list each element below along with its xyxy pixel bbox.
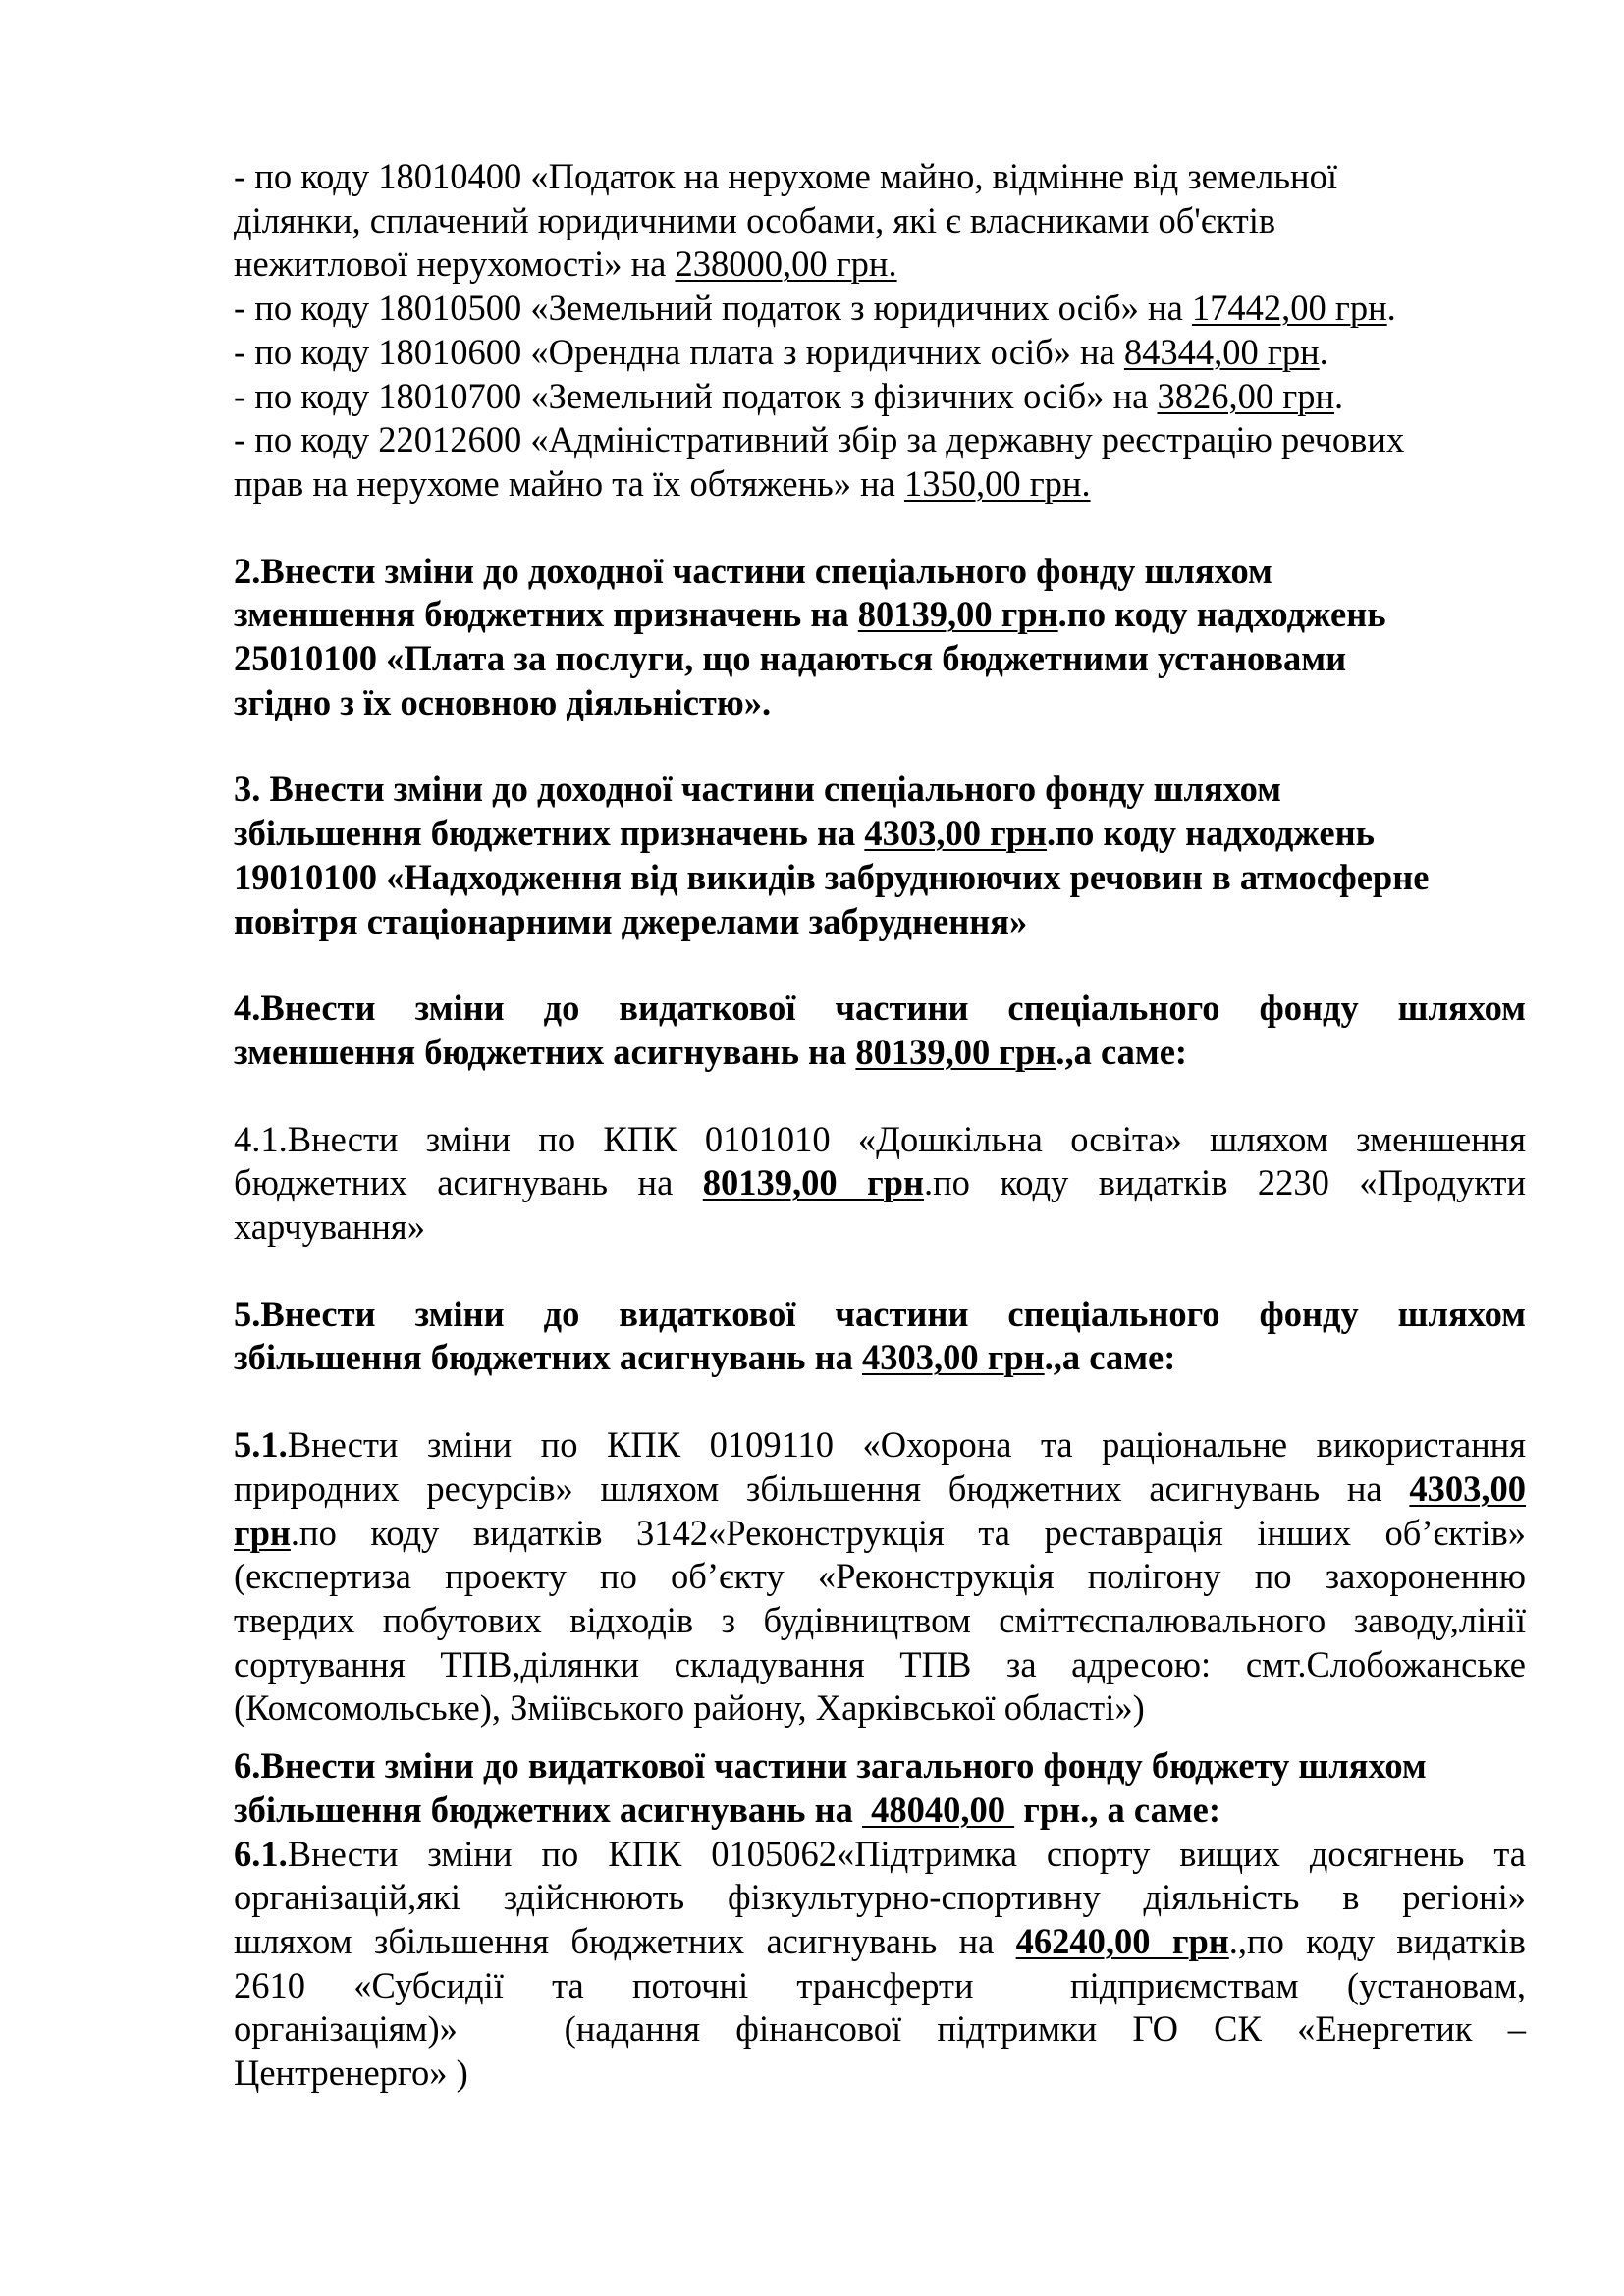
item-tail: .	[1386, 288, 1396, 329]
item-tail: .	[1334, 375, 1344, 416]
list-item	[234, 375, 1526, 419]
list-item	[234, 287, 1526, 331]
amount: 1350,00 грн.	[903, 462, 1091, 504]
text: грн., а саме:	[1014, 1789, 1221, 1830]
paragraph-line: 4.1.Внести зміни по КПК 0101010 «Дошкільна освіта» шляхом зменшення	[234, 1118, 1526, 1159]
paragraph-line: 6.Внести зміни до видаткової частини загального фонду бюджету шляхом	[234, 1745, 1427, 1787]
item-text: - по коду 18010500 «Земельний податок з юридичних осіб» на	[234, 288, 1192, 329]
text: збільшення бюджетних призначень на	[234, 813, 865, 854]
text: природних ресурсів» шляхом збільшення бюджетних асигнувань на	[234, 1468, 1410, 1509]
amount-unit: грн	[234, 1512, 291, 1553]
list-item	[234, 331, 1526, 375]
paragraph-line	[234, 1512, 1526, 1556]
text: .,а саме:	[1044, 1337, 1176, 1378]
section-5	[234, 1293, 1526, 1380]
list-item: - по коду 22012600 «Адміністративний збір за державну реєстрацію речових	[234, 419, 1405, 460]
section-6-1	[234, 1833, 1526, 2096]
intro-list	[234, 155, 1526, 507]
paragraph-line: 2.Внести зміни до доходної частини спеціального фонду шляхом	[234, 550, 1272, 591]
amount: 46240,00 грн	[1015, 1920, 1229, 1961]
list-item	[234, 242, 1526, 287]
text: .по коду видатків 2230 «Продукти	[924, 1162, 1526, 1203]
paragraph-line: 4.Внести зміни до видаткової частини спеціального фонду шляхом	[234, 988, 1526, 1029]
list-item: - по коду 18010400 «Податок на нерухоме майно, відмінне від земельної	[234, 156, 1337, 196]
list-item: ділянки, сплачений юридичними особами, які є власниками об'єктів	[234, 199, 1276, 240]
paragraph-line	[234, 1789, 1526, 1833]
paragraph-line: Центренерго» )	[234, 2053, 468, 2094]
paragraph-line: організаціям)» (надання фінансової підтримки ГО СК «Енергетик –	[234, 2008, 1526, 2050]
text: зменшення бюджетних призначень на	[234, 594, 858, 635]
section-label: 5.1.	[234, 1424, 288, 1466]
paragraph-line: (Комсомольське), Зміївського району, Харківської області»)	[234, 1687, 1145, 1729]
amount: 17442,00 грн	[1191, 288, 1387, 329]
text: бюджетних асигнувань на	[234, 1162, 703, 1203]
text: .,а саме:	[1056, 1031, 1188, 1072]
amount: 80139,00 грн	[702, 1162, 925, 1203]
text: Внести зміни по КПК 0109110 «Охорона та раціональне використання	[287, 1424, 1526, 1466]
paragraph-line	[234, 1423, 1526, 1468]
paragraph-line: сортування ТПВ,ділянки складування ТПВ за адресою: смт.Слобожанське	[234, 1643, 1526, 1684]
amount: 4303,00 грн	[862, 1337, 1045, 1378]
text: .,по коду видатків	[1228, 1920, 1526, 1961]
text: збільшення бюджетних асигнувань на	[234, 1789, 863, 1830]
paragraph-line	[234, 812, 1526, 856]
amount: 84344,00 грн	[1123, 331, 1320, 372]
section-4	[234, 987, 1526, 1074]
paragraph-line	[234, 1833, 1526, 1877]
item-text: - по коду 18010700 «Земельний податок з фізичних осіб» на	[234, 375, 1158, 416]
section-3	[234, 768, 1526, 943]
document-page	[234, 155, 1526, 2096]
section-5-1	[234, 1423, 1526, 1731]
amount: 80139,00 грн	[855, 1031, 1056, 1072]
list-item	[234, 462, 1526, 507]
text: збільшення бюджетних асигнувань на	[234, 1337, 863, 1378]
section-4-1	[234, 1118, 1526, 1250]
section-label: 6.1.	[234, 1833, 288, 1874]
paragraph-line	[234, 1031, 1526, 1075]
paragraph-line	[234, 1336, 1526, 1380]
amount: 4303,00	[1409, 1468, 1526, 1509]
paragraph-line: згідно з їх основною діяльністю».	[234, 681, 772, 722]
item-tail: .	[1319, 331, 1328, 372]
text: .по коду надходжень	[1047, 813, 1375, 854]
amount: 238000,00 грн.	[675, 243, 897, 285]
paragraph-line	[234, 1920, 1526, 1964]
paragraph-line: 3. Внести зміни до доходної частини спеціального фонду шляхом	[234, 769, 1282, 810]
amount: 4303,00 грн	[864, 813, 1048, 854]
amount: 80139,00 грн	[857, 594, 1058, 635]
section-6	[234, 1744, 1526, 1832]
paragraph-line: твердих побутових відходів з будівництвом сміттєспалювального заводу,лінії	[234, 1599, 1526, 1640]
paragraph-line	[234, 593, 1526, 637]
paragraph-line: харчування»	[234, 1206, 425, 1248]
paragraph-line: 19010100 «Надходження від викидів забруднюючих речовин в атмосферне	[234, 856, 1430, 897]
paragraph-line	[234, 1468, 1526, 1512]
text: .по коду надходжень	[1057, 594, 1386, 635]
paragraph-line: (експертиза проекту по об’єкту «Реконструкція полігону по захороненню	[234, 1556, 1526, 1597]
item-text: прав на нерухоме майно та їх обтяжень» на	[234, 462, 904, 504]
text: Внести зміни по КПК 0105062«Підтримка спорту вищих досягнень та	[287, 1833, 1526, 1874]
item-text: нежитлової нерухомості» на	[234, 243, 676, 285]
item-text: - по коду 18010600 «Орендна плата з юридичних осіб» на	[234, 331, 1124, 372]
paragraph-line	[234, 1161, 1526, 1205]
paragraph-line: 25010100 «Плата за послуги, що надаються бюджетними установами	[234, 638, 1347, 679]
paragraph-line: повітря стаціонарними джерелами забруднення»	[234, 900, 1028, 941]
paragraph-line: 2610 «Субсидії та поточні трансферти підприємствам (установам,	[234, 1964, 1526, 2005]
amount: 3826,00 грн	[1157, 375, 1334, 416]
text: .по коду видатків 3142«Реконструкція та реставрація інших об’єктів»	[290, 1512, 1526, 1553]
text: шляхом збільшення бюджетних асигнувань на	[234, 1920, 1016, 1961]
paragraph-line: 5.Внести зміни до видаткової частини спеціального фонду шляхом	[234, 1293, 1526, 1334]
text: зменшення бюджетних асигнувань на	[234, 1031, 856, 1072]
amount: 48040,00	[862, 1789, 1015, 1830]
section-2	[234, 550, 1526, 725]
paragraph-line: організацій,які здійснюють фізкультурно-спортивну діяльність в регіоні»	[234, 1877, 1526, 1918]
